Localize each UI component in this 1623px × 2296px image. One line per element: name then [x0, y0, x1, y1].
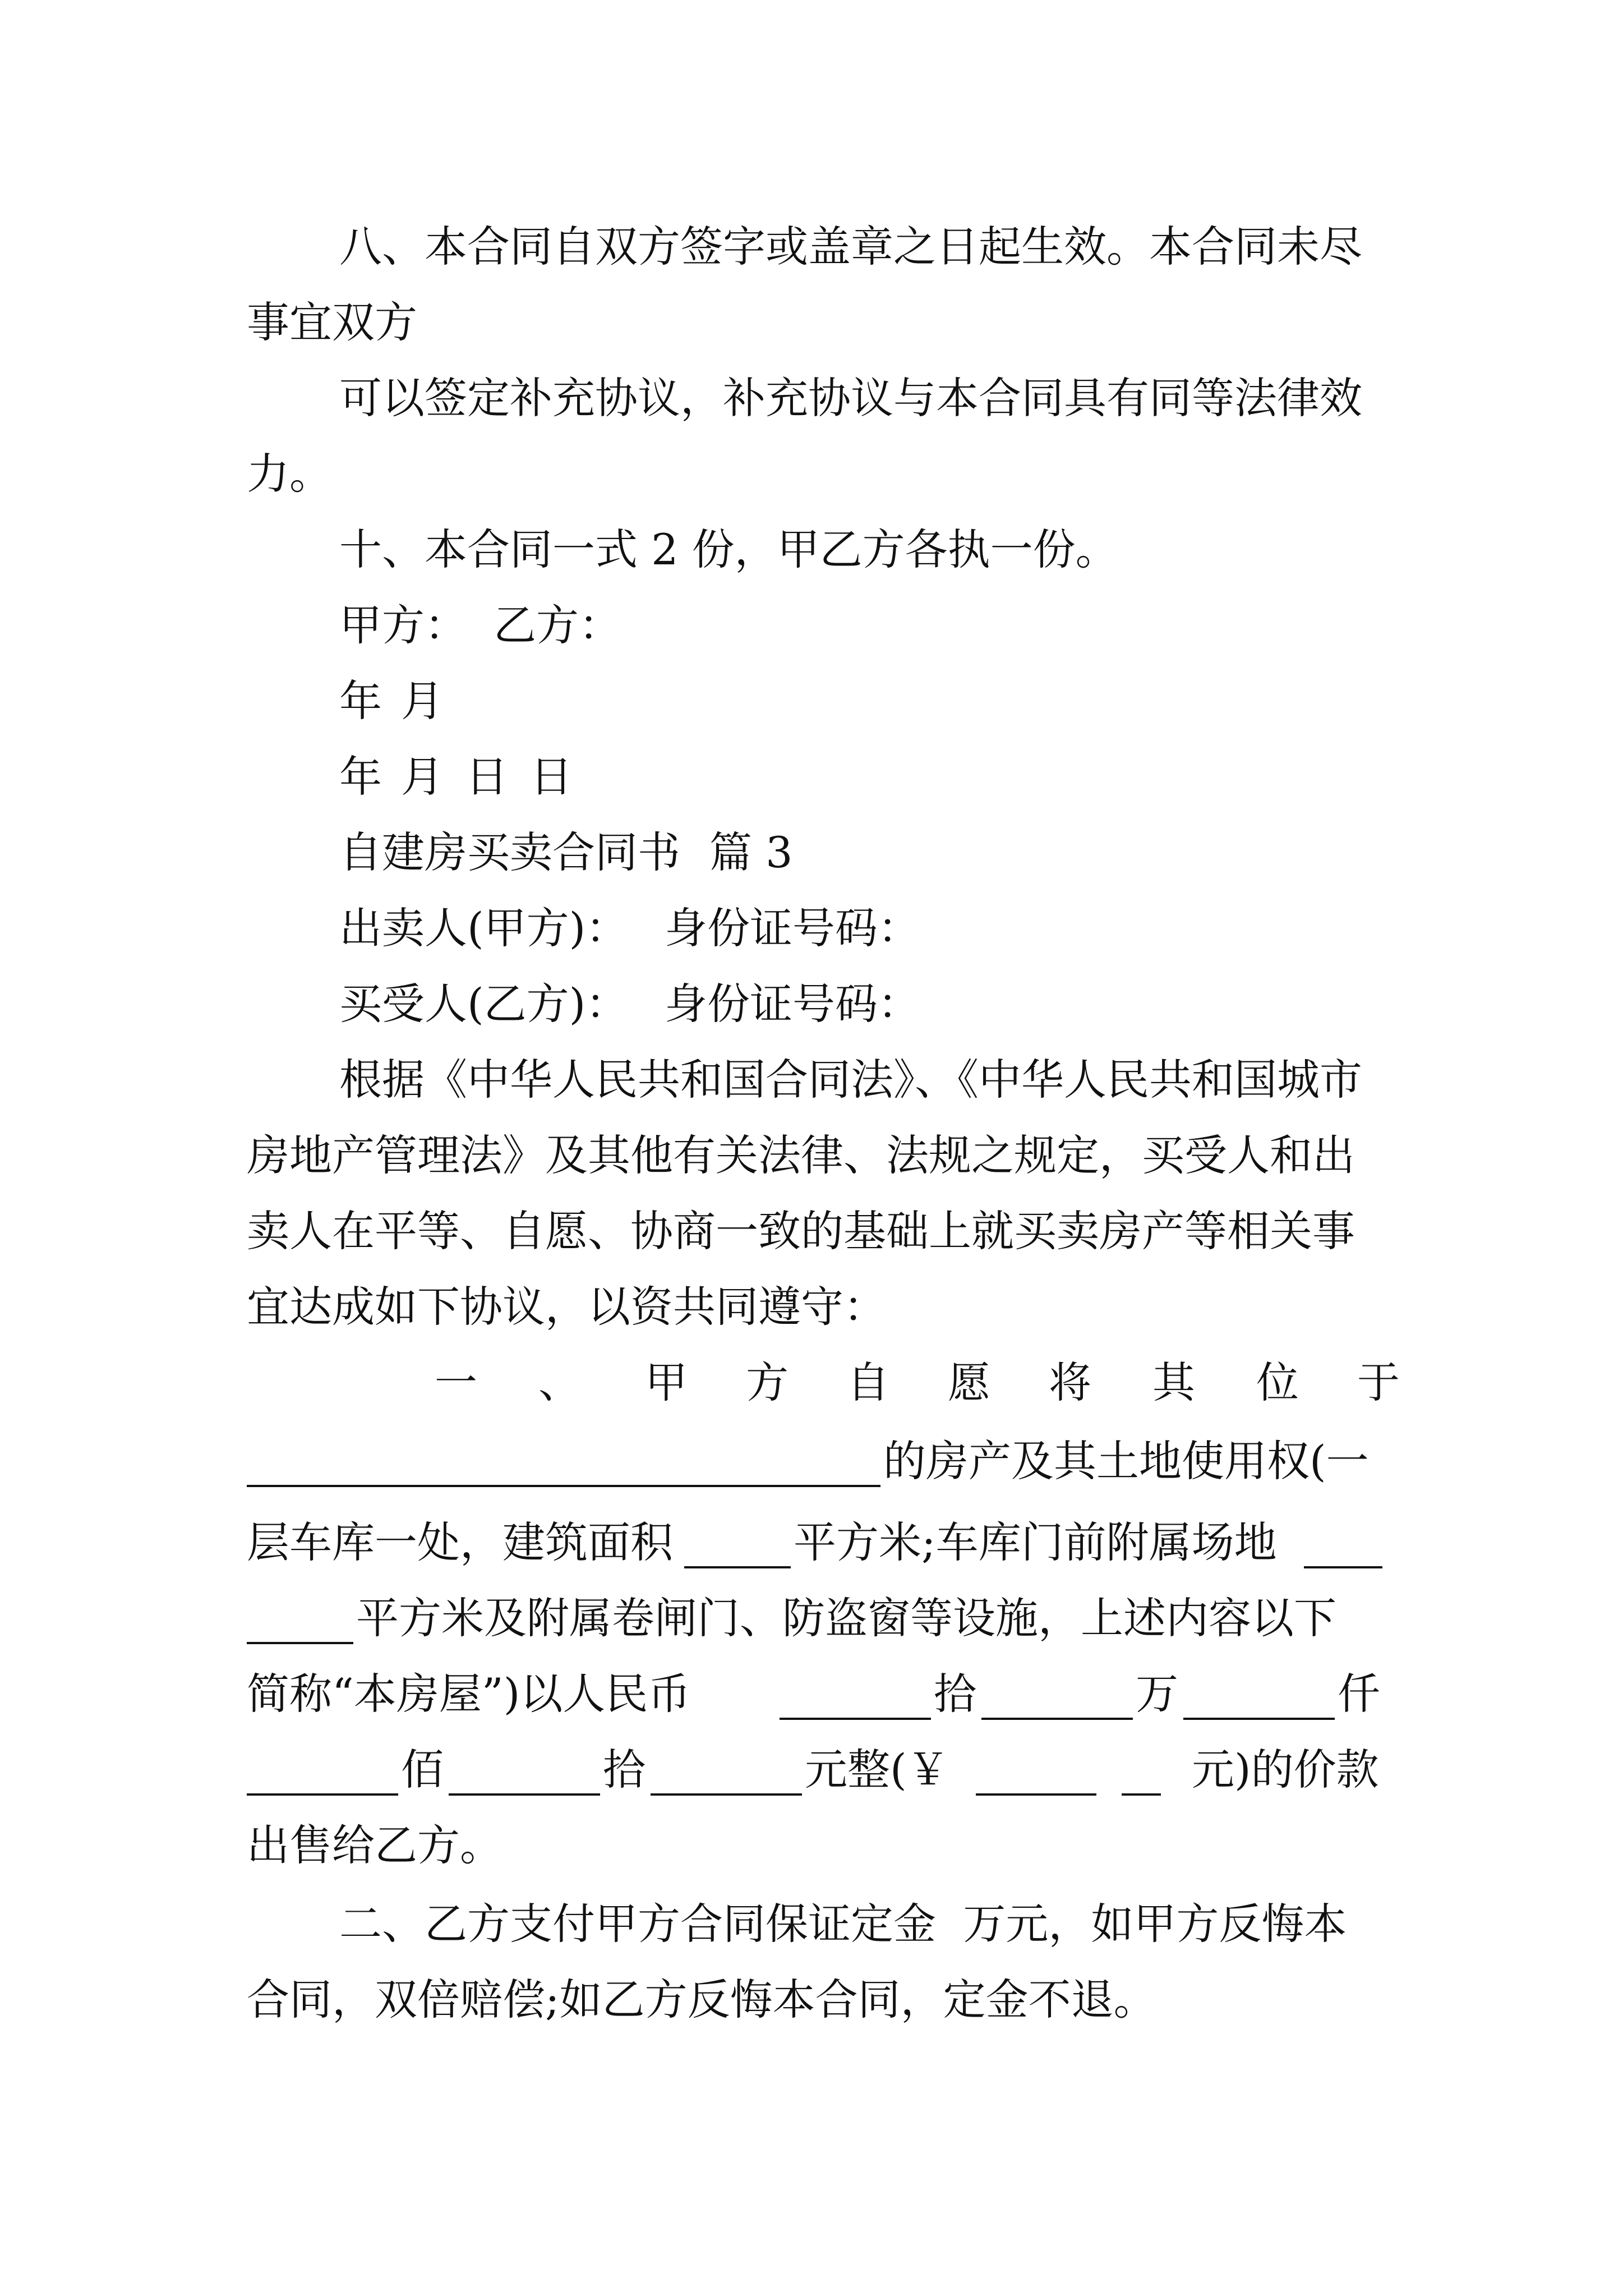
- buyer-line: [0, 970, 1623, 1038]
- price-blank-numeric-1: [976, 1753, 1096, 1796]
- clause-1-line-2: 的房产及其土地使用权(一: [0, 1428, 1623, 1495]
- intro-line-1: 根据《中华人民共和国合同法》、《中华人民共和国城市: [339, 1055, 1362, 1105]
- yard-area-blank-1: [1304, 1526, 1382, 1568]
- intro-line-2: 房地产管理法》及其他有关法律、法规之规定，买受人和出: [247, 1130, 1355, 1180]
- date-line-2: 年 月 日 日: [339, 752, 573, 802]
- intro-line-3: 卖人在平等、自愿、协商一致的基础上就买卖房产等相关事: [247, 1206, 1355, 1256]
- clause-1-line-5: 简称“本房屋”)以人民币 拾 万 仟: [247, 1669, 1380, 1719]
- price-blank-thousands: [1183, 1677, 1335, 1720]
- clause-2-line-1: 二、乙方支付甲方合同保证定金 万元，如甲方反悔本: [339, 1899, 1347, 1949]
- seller-label: 出卖人(甲方)：: [339, 903, 629, 953]
- price-blank-numeric-2: [1122, 1753, 1161, 1796]
- yard-area-blank-2: [247, 1602, 353, 1644]
- buyer-label: 买受人(乙方)：: [339, 979, 629, 1029]
- buyer-id-label: 身份证号码：: [665, 979, 920, 1029]
- price-blank-thousands-2: [247, 1753, 398, 1796]
- price-blank-10k: [981, 1677, 1133, 1720]
- clause-8-line-1: 八、本合同自双方签字或盖章之日起生效。本合同未尽: [339, 222, 1362, 272]
- clause-2-line-2: 合同，双倍赔偿;如乙方反悔本合同，定金不退。: [247, 1975, 1156, 2024]
- clause-9-line-1: 可以签定补充协议，补充协议与本合同具有同等法律效: [339, 373, 1362, 423]
- party-b-signature-label: 乙方：: [494, 600, 621, 650]
- signature-parties: [0, 592, 1623, 659]
- date-line-1: 年 月: [339, 676, 444, 726]
- seller-id-label: 身份证号码：: [665, 903, 920, 953]
- clause-1-line-1: 一 、 甲 方 自 愿 将 其 位 于: [435, 1358, 1400, 1407]
- clause-1-line-3: 层车库一处，建筑面积 平方米;车库门前附属场地: [0, 1509, 1623, 1576]
- location-blank: [247, 1444, 880, 1487]
- price-blank-tens: [651, 1753, 802, 1796]
- clause-8-line-2: 事宜双方: [247, 297, 417, 347]
- party-a-signature-label: 甲方：: [339, 600, 467, 650]
- price-blank-10k-tens: [780, 1677, 931, 1720]
- seller-line: [0, 895, 1623, 962]
- clause-1-line-6: 佰 拾 元整(￥ 元)的价款: [0, 1736, 1623, 1803]
- price-blank-hundreds: [449, 1753, 600, 1796]
- clause-1-line-4: 平方米及附属卷闸门、防盗窗等设施，上述内容以下: [0, 1585, 1623, 1652]
- section-title: 自建房买卖合同书 篇 3: [339, 827, 793, 877]
- intro-line-4: 宜达成如下协议，以资共同遵守：: [247, 1282, 886, 1332]
- area-blank: [684, 1526, 791, 1568]
- clause-9-line-2: 力。: [247, 449, 332, 499]
- clause-10: 十、本合同一式 2 份，甲乙方各执一份。: [339, 524, 1118, 574]
- clause-1-line-7: 出售给乙方。: [247, 1820, 502, 1870]
